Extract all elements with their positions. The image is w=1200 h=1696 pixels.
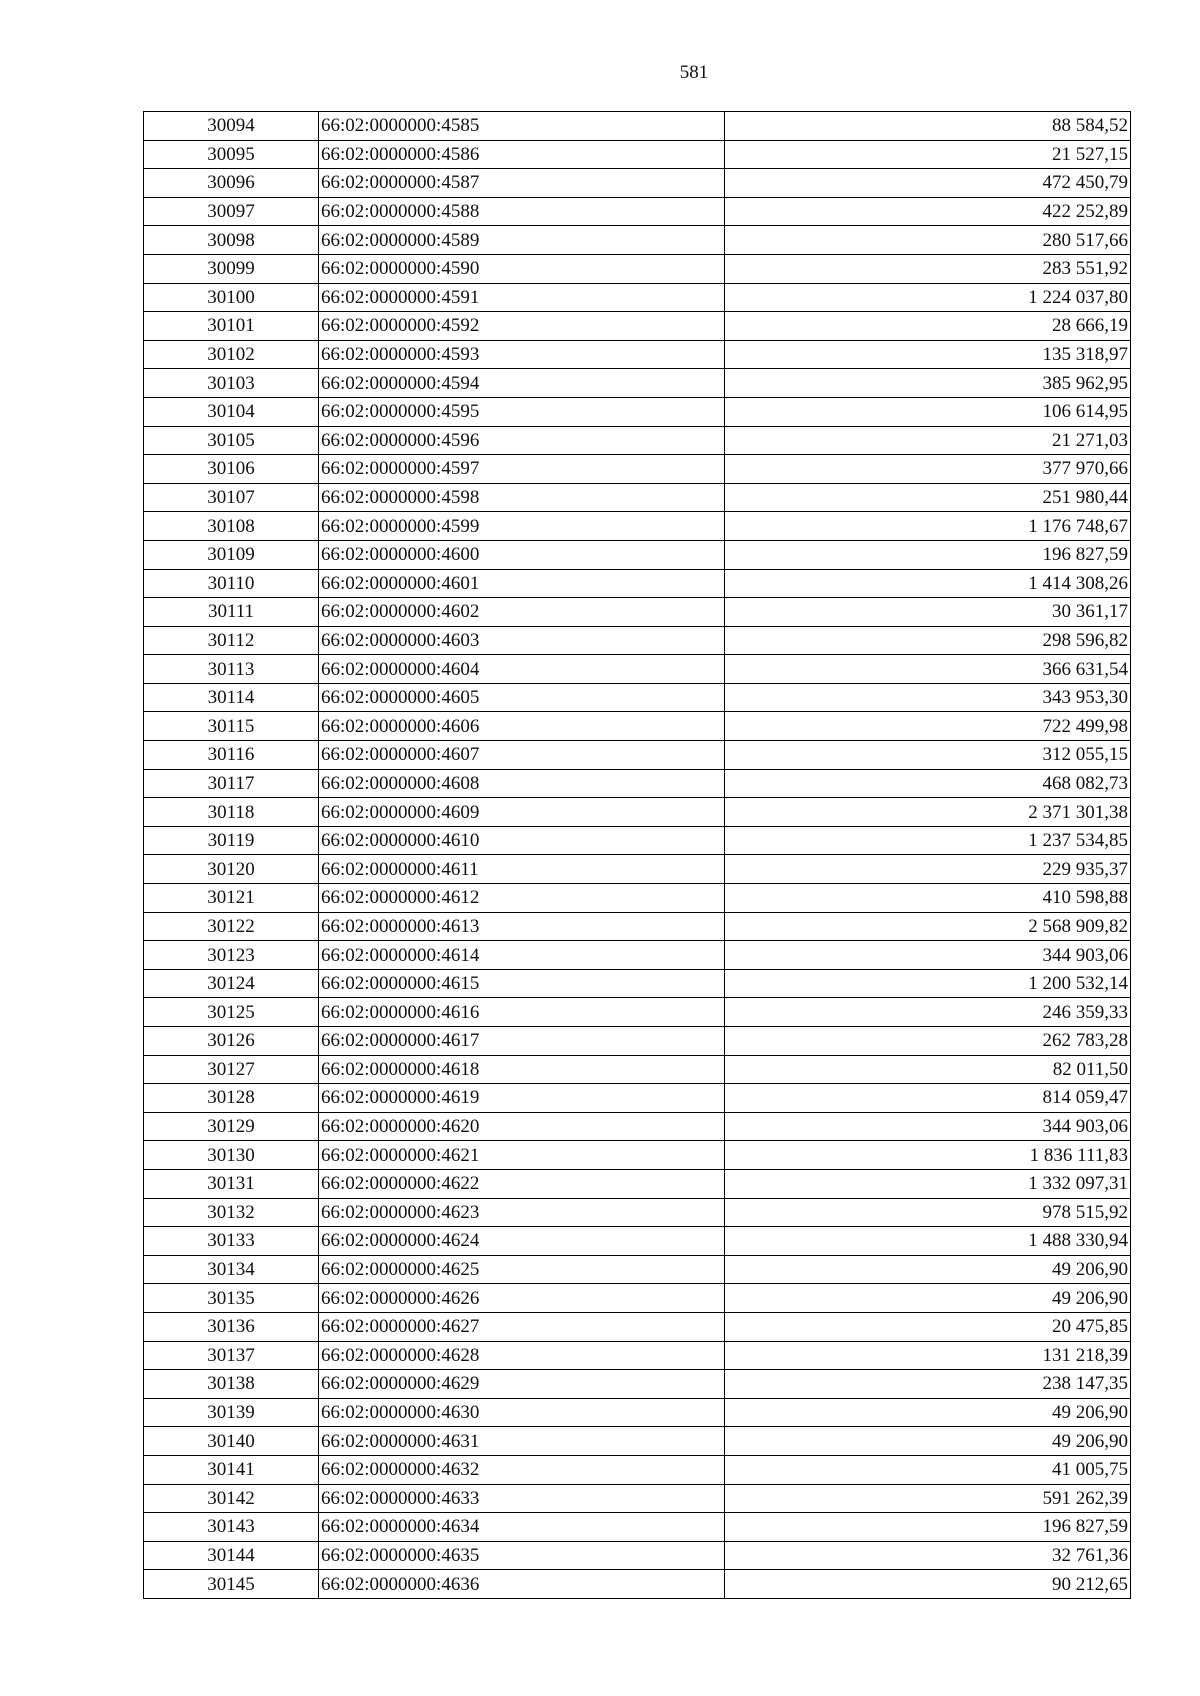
table-row [144, 540, 1131, 569]
value-cell: 472 450,79 [725, 169, 1131, 198]
table-row [144, 1312, 1131, 1341]
cadastral-number-cell: 66:02:0000000:4612 [319, 884, 725, 913]
cadastral-number-cell: 66:02:0000000:4624 [319, 1227, 725, 1256]
table-row [144, 369, 1131, 398]
row-number-cell: 30137 [144, 1341, 319, 1370]
cadastral-number-cell: 66:02:0000000:4597 [319, 455, 725, 484]
table-row [144, 1513, 1131, 1542]
row-number-cell: 30112 [144, 626, 319, 655]
value-cell: 591 262,39 [725, 1484, 1131, 1513]
row-number-cell: 30128 [144, 1084, 319, 1113]
table-row [144, 283, 1131, 312]
row-number-cell: 30094 [144, 112, 319, 141]
row-number-cell: 30125 [144, 998, 319, 1027]
value-cell: 229 935,37 [725, 855, 1131, 884]
value-cell: 20 475,85 [725, 1312, 1131, 1341]
value-cell: 377 970,66 [725, 455, 1131, 484]
row-number-cell: 30109 [144, 540, 319, 569]
value-cell: 238 147,35 [725, 1370, 1131, 1399]
value-cell: 422 252,89 [725, 197, 1131, 226]
cadastral-number-cell: 66:02:0000000:4605 [319, 683, 725, 712]
value-cell: 262 783,28 [725, 1027, 1131, 1056]
value-cell: 106 614,95 [725, 397, 1131, 426]
table-row [144, 969, 1131, 998]
row-number-cell: 30129 [144, 1112, 319, 1141]
value-cell: 21 271,03 [725, 426, 1131, 455]
value-cell: 196 827,59 [725, 540, 1131, 569]
cadastral-number-cell: 66:02:0000000:4585 [319, 112, 725, 141]
cadastral-number-cell: 66:02:0000000:4636 [319, 1570, 725, 1599]
cadastral-number-cell: 66:02:0000000:4627 [319, 1312, 725, 1341]
row-number-cell: 30105 [144, 426, 319, 455]
table-row [144, 340, 1131, 369]
cadastral-number-cell: 66:02:0000000:4619 [319, 1084, 725, 1113]
cadastral-number-cell: 66:02:0000000:4604 [319, 655, 725, 684]
table-row [144, 1370, 1131, 1399]
row-number-cell: 30133 [144, 1227, 319, 1256]
table-row [144, 1055, 1131, 1084]
row-number-cell: 30136 [144, 1312, 319, 1341]
row-number-cell: 30113 [144, 655, 319, 684]
table-row [144, 397, 1131, 426]
value-cell: 1 332 097,31 [725, 1169, 1131, 1198]
row-number-cell: 30119 [144, 826, 319, 855]
cadastral-number-cell: 66:02:0000000:4608 [319, 769, 725, 798]
cadastral-number-cell: 66:02:0000000:4629 [319, 1370, 725, 1399]
value-cell: 49 206,90 [725, 1255, 1131, 1284]
table-row [144, 912, 1131, 941]
value-cell: 1 176 748,67 [725, 512, 1131, 541]
table-row [144, 254, 1131, 283]
row-number-cell: 30126 [144, 1027, 319, 1056]
cadastral-number-cell: 66:02:0000000:4596 [319, 426, 725, 455]
table-row [144, 941, 1131, 970]
cadastral-number-cell: 66:02:0000000:4609 [319, 798, 725, 827]
table-row [144, 197, 1131, 226]
cadastral-number-cell: 66:02:0000000:4588 [319, 197, 725, 226]
cadastral-number-cell: 66:02:0000000:4594 [319, 369, 725, 398]
value-cell: 49 206,90 [725, 1427, 1131, 1456]
cadastral-number-cell: 66:02:0000000:4632 [319, 1455, 725, 1484]
cadastral-number-cell: 66:02:0000000:4589 [319, 226, 725, 255]
cadastral-number-cell: 66:02:0000000:4610 [319, 826, 725, 855]
value-cell: 28 666,19 [725, 312, 1131, 341]
value-cell: 2 568 909,82 [725, 912, 1131, 941]
row-number-cell: 30100 [144, 283, 319, 312]
table-row [144, 512, 1131, 541]
page-number: 581 [679, 62, 709, 83]
cadastral-number-cell: 66:02:0000000:4615 [319, 969, 725, 998]
table-row [144, 1198, 1131, 1227]
row-number-cell: 30108 [144, 512, 319, 541]
table-row [144, 998, 1131, 1027]
row-number-cell: 30103 [144, 369, 319, 398]
row-number-cell: 30131 [144, 1169, 319, 1198]
table-row [144, 483, 1131, 512]
row-number-cell: 30127 [144, 1055, 319, 1084]
row-number-cell: 30120 [144, 855, 319, 884]
table-row [144, 1112, 1131, 1141]
value-cell: 2 371 301,38 [725, 798, 1131, 827]
table-row [144, 426, 1131, 455]
value-cell: 90 212,65 [725, 1570, 1131, 1599]
table-body [144, 112, 1131, 1599]
value-cell: 135 318,97 [725, 340, 1131, 369]
value-cell: 49 206,90 [725, 1398, 1131, 1427]
table-row [144, 798, 1131, 827]
row-number-cell: 30097 [144, 197, 319, 226]
row-number-cell: 30122 [144, 912, 319, 941]
row-number-cell: 30121 [144, 884, 319, 913]
value-cell: 82 011,50 [725, 1055, 1131, 1084]
table-row [144, 312, 1131, 341]
table-row [144, 226, 1131, 255]
cadastral-number-cell: 66:02:0000000:4620 [319, 1112, 725, 1141]
value-cell: 344 903,06 [725, 941, 1131, 970]
row-number-cell: 30142 [144, 1484, 319, 1513]
cadastral-number-cell: 66:02:0000000:4593 [319, 340, 725, 369]
row-number-cell: 30107 [144, 483, 319, 512]
row-number-cell: 30115 [144, 712, 319, 741]
row-number-cell: 30118 [144, 798, 319, 827]
value-cell: 1 200 532,14 [725, 969, 1131, 998]
row-number-cell: 30134 [144, 1255, 319, 1284]
cadastral-number-cell: 66:02:0000000:4631 [319, 1427, 725, 1456]
data-table [143, 111, 1131, 1599]
value-cell: 978 515,92 [725, 1198, 1131, 1227]
cadastral-number-cell: 66:02:0000000:4630 [319, 1398, 725, 1427]
row-number-cell: 30135 [144, 1284, 319, 1313]
cadastral-number-cell: 66:02:0000000:4616 [319, 998, 725, 1027]
value-cell: 1 414 308,26 [725, 569, 1131, 598]
table-row [144, 683, 1131, 712]
row-number-cell: 30141 [144, 1455, 319, 1484]
cadastral-number-cell: 66:02:0000000:4602 [319, 598, 725, 627]
table-row [144, 1484, 1131, 1513]
cadastral-number-cell: 66:02:0000000:4614 [319, 941, 725, 970]
table-row [144, 1398, 1131, 1427]
cadastral-number-cell: 66:02:0000000:4634 [319, 1513, 725, 1542]
cadastral-number-cell: 66:02:0000000:4603 [319, 626, 725, 655]
cadastral-number-cell: 66:02:0000000:4621 [319, 1141, 725, 1170]
row-number-cell: 30140 [144, 1427, 319, 1456]
cadastral-number-cell: 66:02:0000000:4595 [319, 397, 725, 426]
value-cell: 246 359,33 [725, 998, 1131, 1027]
table-row [144, 1227, 1131, 1256]
value-cell: 312 055,15 [725, 741, 1131, 770]
cadastral-number-cell: 66:02:0000000:4601 [319, 569, 725, 598]
table-row [144, 1341, 1131, 1370]
value-cell: 280 517,66 [725, 226, 1131, 255]
table-row [144, 140, 1131, 169]
cadastral-number-cell: 66:02:0000000:4598 [319, 483, 725, 512]
value-cell: 49 206,90 [725, 1284, 1131, 1313]
table-row [144, 712, 1131, 741]
row-number-cell: 30130 [144, 1141, 319, 1170]
cadastral-number-cell: 66:02:0000000:4623 [319, 1198, 725, 1227]
value-cell: 343 953,30 [725, 683, 1131, 712]
table-row [144, 1255, 1131, 1284]
table-row [144, 826, 1131, 855]
cadastral-number-cell: 66:02:0000000:4590 [319, 254, 725, 283]
value-cell: 1 224 037,80 [725, 283, 1131, 312]
cadastral-number-cell: 66:02:0000000:4611 [319, 855, 725, 884]
value-cell: 722 499,98 [725, 712, 1131, 741]
row-number-cell: 30099 [144, 254, 319, 283]
table-row [144, 769, 1131, 798]
table-row [144, 1084, 1131, 1113]
value-cell: 1 237 534,85 [725, 826, 1131, 855]
value-cell: 814 059,47 [725, 1084, 1131, 1113]
row-number-cell: 30144 [144, 1541, 319, 1570]
cadastral-number-cell: 66:02:0000000:4587 [319, 169, 725, 198]
table-row [144, 569, 1131, 598]
cadastral-number-cell: 66:02:0000000:4613 [319, 912, 725, 941]
row-number-cell: 30114 [144, 683, 319, 712]
table-row [144, 1141, 1131, 1170]
value-cell: 366 631,54 [725, 655, 1131, 684]
table-row [144, 855, 1131, 884]
table-row [144, 1284, 1131, 1313]
value-cell: 196 827,59 [725, 1513, 1131, 1542]
table-row [144, 1541, 1131, 1570]
table-row [144, 1455, 1131, 1484]
table-row [144, 169, 1131, 198]
row-number-cell: 30110 [144, 569, 319, 598]
row-number-cell: 30139 [144, 1398, 319, 1427]
cadastral-number-cell: 66:02:0000000:4633 [319, 1484, 725, 1513]
row-number-cell: 30096 [144, 169, 319, 198]
value-cell: 1 488 330,94 [725, 1227, 1131, 1256]
value-cell: 251 980,44 [725, 483, 1131, 512]
value-cell: 468 082,73 [725, 769, 1131, 798]
value-cell: 21 527,15 [725, 140, 1131, 169]
row-number-cell: 30138 [144, 1370, 319, 1399]
cadastral-number-cell: 66:02:0000000:4592 [319, 312, 725, 341]
value-cell: 32 761,36 [725, 1541, 1131, 1570]
cadastral-number-cell: 66:02:0000000:4607 [319, 741, 725, 770]
cadastral-number-cell: 66:02:0000000:4606 [319, 712, 725, 741]
value-cell: 30 361,17 [725, 598, 1131, 627]
value-cell: 344 903,06 [725, 1112, 1131, 1141]
table-row [144, 741, 1131, 770]
value-cell: 88 584,52 [725, 112, 1131, 141]
row-number-cell: 30095 [144, 140, 319, 169]
table-row [144, 655, 1131, 684]
table-row [144, 1570, 1131, 1599]
cadastral-number-cell: 66:02:0000000:4635 [319, 1541, 725, 1570]
row-number-cell: 30123 [144, 941, 319, 970]
row-number-cell: 30117 [144, 769, 319, 798]
table-row [144, 1027, 1131, 1056]
value-cell: 131 218,39 [725, 1341, 1131, 1370]
value-cell: 410 598,88 [725, 884, 1131, 913]
cadastral-number-cell: 66:02:0000000:4628 [319, 1341, 725, 1370]
value-cell: 283 551,92 [725, 254, 1131, 283]
row-number-cell: 30132 [144, 1198, 319, 1227]
cadastral-number-cell: 66:02:0000000:4626 [319, 1284, 725, 1313]
value-cell: 1 836 111,83 [725, 1141, 1131, 1170]
cadastral-number-cell: 66:02:0000000:4625 [319, 1255, 725, 1284]
cadastral-number-cell: 66:02:0000000:4600 [319, 540, 725, 569]
row-number-cell: 30104 [144, 397, 319, 426]
table-row [144, 1169, 1131, 1198]
value-cell: 385 962,95 [725, 369, 1131, 398]
row-number-cell: 30111 [144, 598, 319, 627]
row-number-cell: 30124 [144, 969, 319, 998]
value-cell: 41 005,75 [725, 1455, 1131, 1484]
cadastral-number-cell: 66:02:0000000:4617 [319, 1027, 725, 1056]
table-row [144, 884, 1131, 913]
row-number-cell: 30102 [144, 340, 319, 369]
table-row [144, 1427, 1131, 1456]
row-number-cell: 30098 [144, 226, 319, 255]
table-row [144, 455, 1131, 484]
row-number-cell: 30145 [144, 1570, 319, 1599]
row-number-cell: 30143 [144, 1513, 319, 1542]
table-row [144, 598, 1131, 627]
row-number-cell: 30106 [144, 455, 319, 484]
table-row [144, 626, 1131, 655]
cadastral-number-cell: 66:02:0000000:4622 [319, 1169, 725, 1198]
cadastral-number-cell: 66:02:0000000:4599 [319, 512, 725, 541]
row-number-cell: 30116 [144, 741, 319, 770]
row-number-cell: 30101 [144, 312, 319, 341]
table-row [144, 112, 1131, 141]
value-cell: 298 596,82 [725, 626, 1131, 655]
cadastral-number-cell: 66:02:0000000:4591 [319, 283, 725, 312]
cadastral-number-cell: 66:02:0000000:4586 [319, 140, 725, 169]
cadastral-number-cell: 66:02:0000000:4618 [319, 1055, 725, 1084]
